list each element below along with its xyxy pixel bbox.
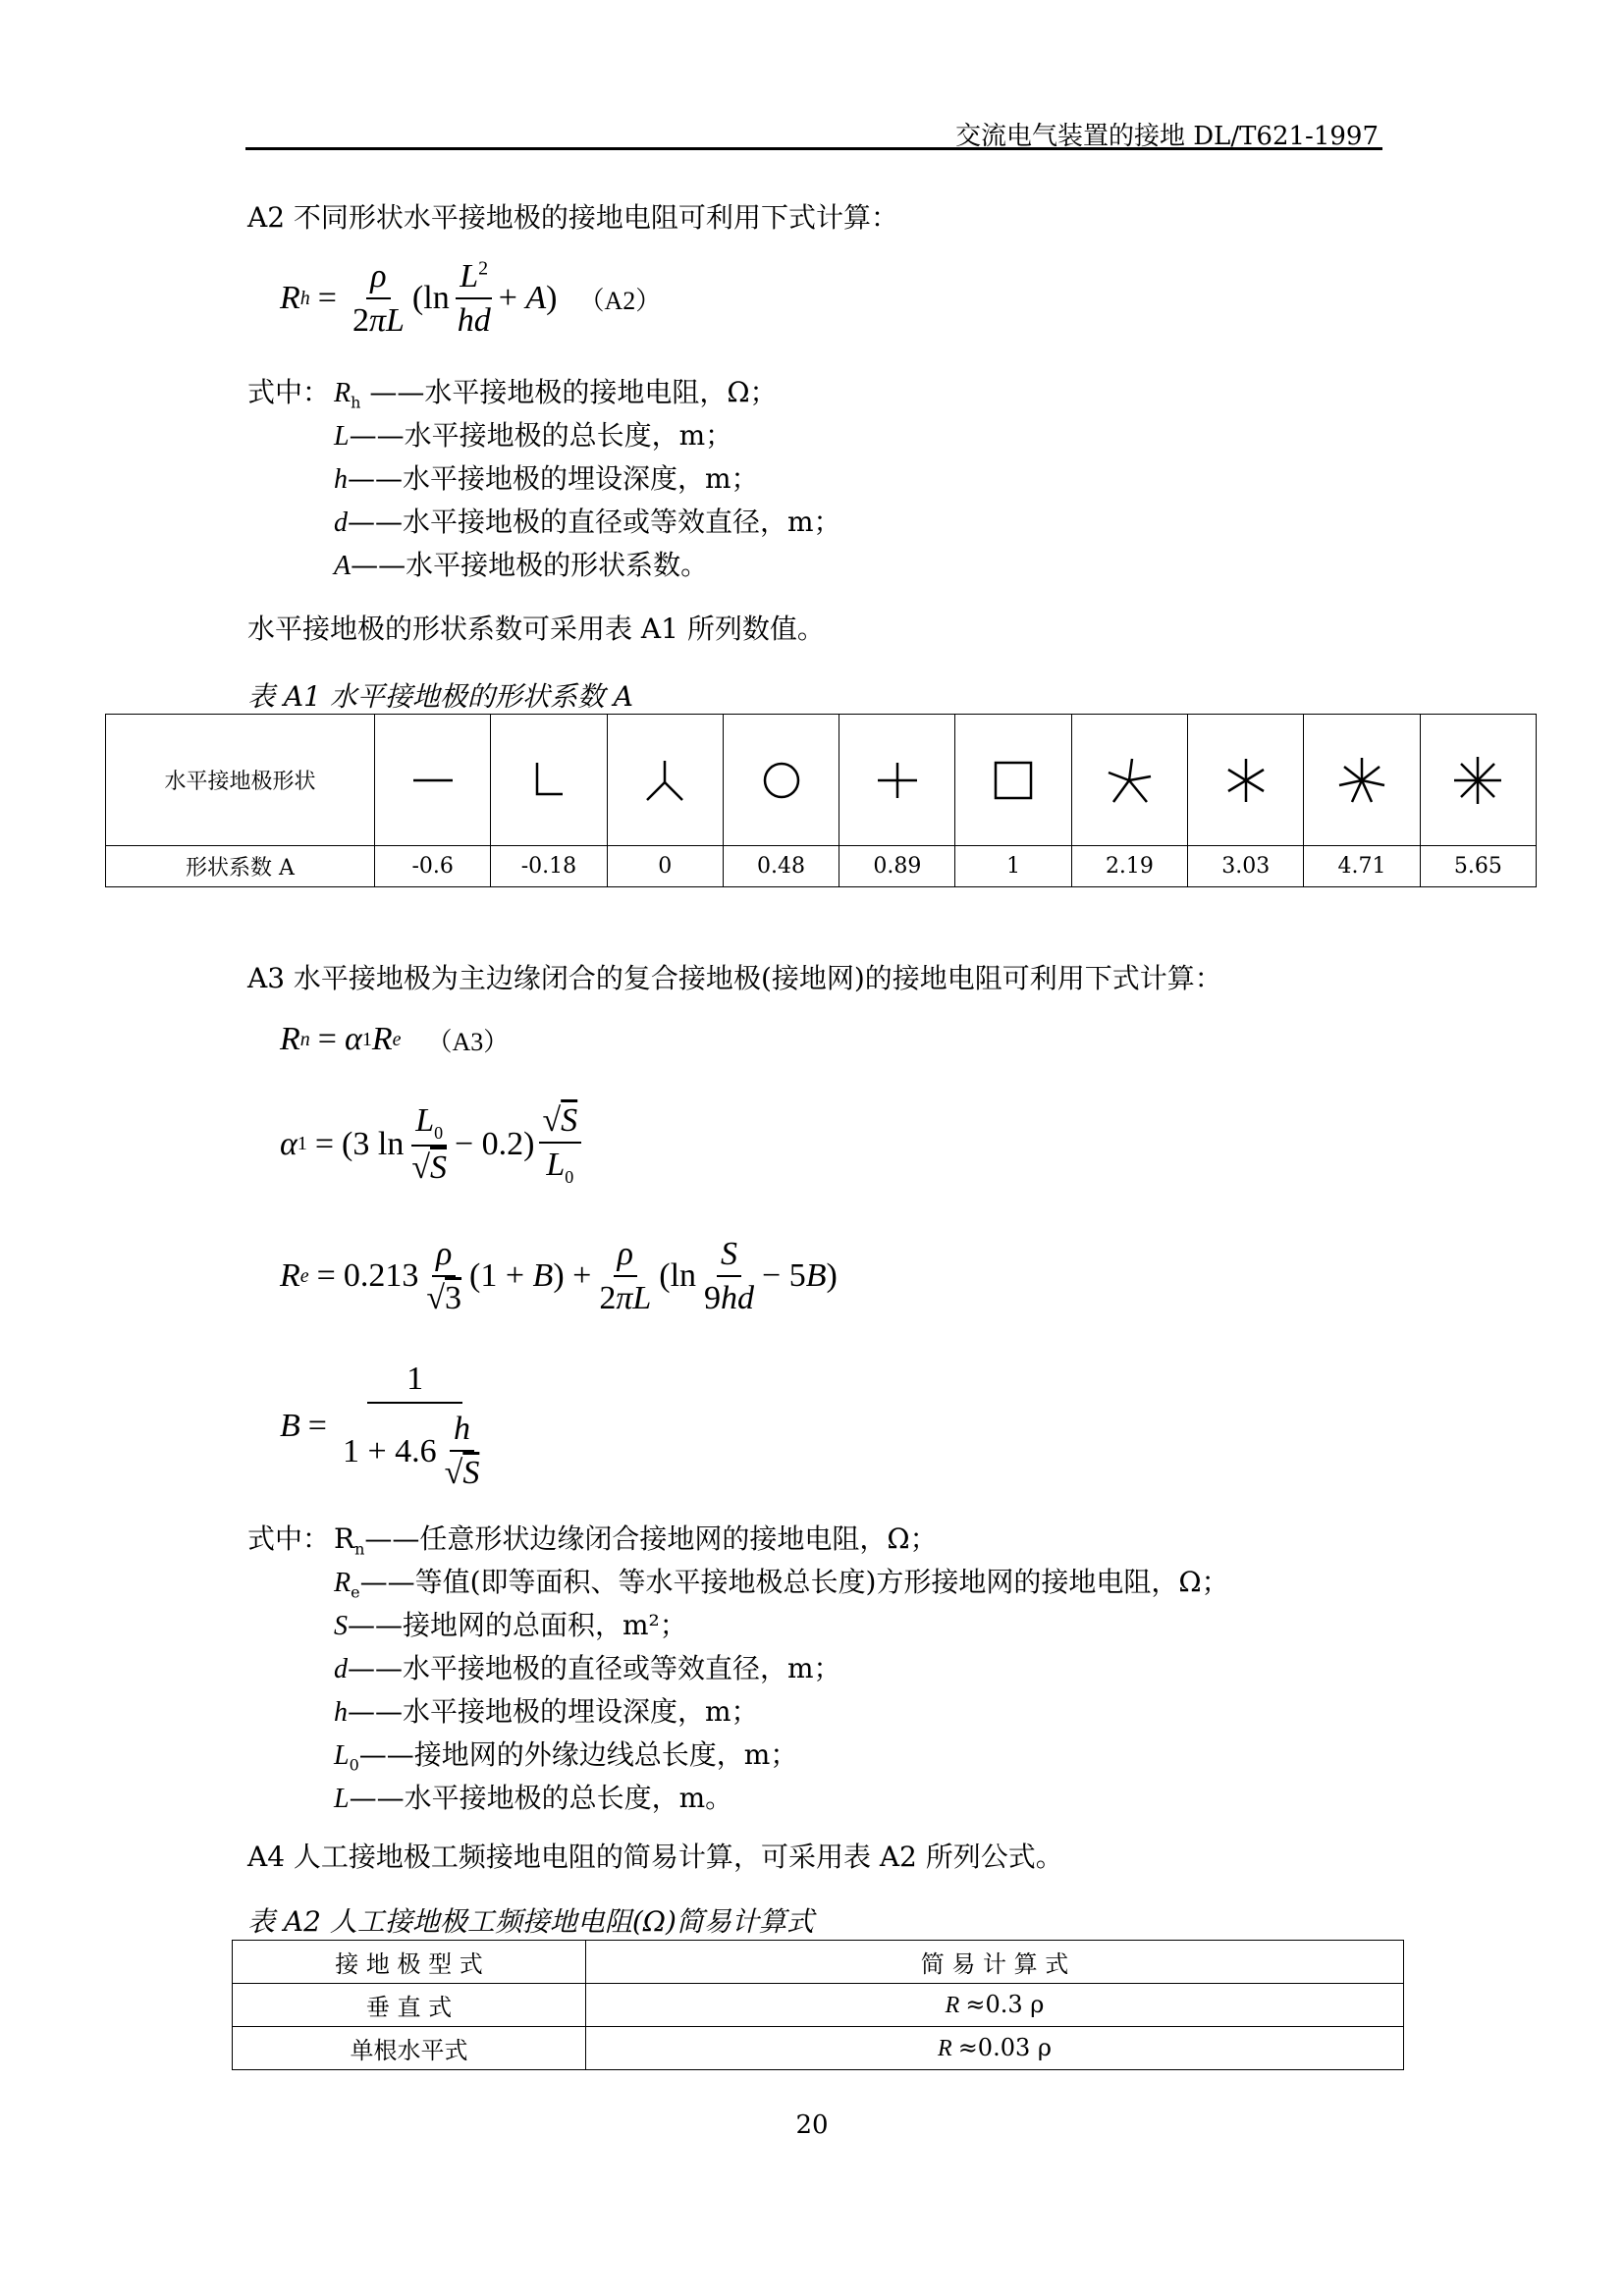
variable-item: A——水平接地极的形状系数。: [334, 549, 709, 581]
formula-a2-label: （A2）: [578, 286, 662, 315]
table-cell: -0.6: [375, 846, 491, 887]
variable-item: $R_e——$等值(即等面积、等水平接地极总长度)方形接地网的接地电阻，Ω；: [334, 1566, 1229, 1602]
table-header-row: [233, 1941, 1404, 1984]
table-a1-shape-row: [106, 715, 1537, 846]
table-cell: 5.65: [1420, 846, 1536, 887]
six-point-star-icon: [1188, 715, 1304, 846]
table-cell: 0.48: [723, 846, 839, 887]
variable-item: $R_h$ ——水平接地极的接地电阻，Ω；: [334, 376, 778, 412]
shape-coefficient-note: 水平接地极的形状系数可采用表 A1 所列数值。: [247, 613, 825, 645]
section-a2-text: A2 不同形状水平接地极的接地电阻可利用下式计算：: [247, 201, 898, 234]
table-header-cell: 接 地 极 型 式: [233, 1941, 586, 1984]
table-cell: 3.03: [1188, 846, 1304, 887]
section-a4-text: A4 人工接地极工频接地电阻的简易计算，可采用表 A2 所列公式。: [247, 1841, 1063, 1873]
variable-item: h——水平接地极的埋设深度，m；: [334, 462, 759, 495]
page-number: 20: [795, 2110, 829, 2140]
page-header: 交流电气装置的接地 DL/T621-1997: [954, 122, 1379, 151]
variable-list-a2: [334, 376, 841, 595]
table-header-cell: 简 易 计 算 式: [586, 1941, 1404, 1984]
variable-item: h——水平接地极的埋设深度，m；: [334, 1695, 759, 1728]
table-a1-row-label: 水平接地极形状: [106, 715, 375, 846]
table-a1-caption: 表 A1 水平接地极的形状系数 A: [247, 680, 633, 713]
table-row: [233, 1984, 1404, 2027]
square-shape-icon: [955, 715, 1071, 846]
table-cell: 1: [955, 846, 1071, 887]
table-a2: [232, 1940, 1404, 2070]
table-a1-row-label: 形状系数 A: [106, 846, 375, 887]
table-a1: [105, 714, 1537, 887]
where-label-a3: 式中：: [247, 1522, 331, 1555]
table-cell: -0.18: [491, 846, 607, 887]
table-cell: 0.89: [839, 846, 955, 887]
table-cell: R ≈0.03 ρ: [586, 2027, 1404, 2070]
table-cell: 0: [607, 846, 723, 887]
table-row: [233, 2027, 1404, 2070]
variable-item: d——水平接地极的直径或等效直径，m；: [334, 1652, 841, 1684]
variable-item: L——水平接地极的总长度，m；: [334, 419, 733, 452]
header-rule: [245, 147, 1382, 150]
where-label-a2: 式中：: [247, 376, 331, 408]
variable-item: d——水平接地极的直径或等效直径，m；: [334, 506, 841, 538]
variable-item: L——水平接地极的总长度，m。: [334, 1782, 733, 1814]
variable-item: $L_0——$接地网的外缘边线总长度，m；: [334, 1738, 798, 1775]
cross-shape-icon: [839, 715, 955, 846]
formula-a3-label: （A3）: [426, 1027, 510, 1056]
variable-list-a3: [334, 1522, 1229, 1828]
section-a3-text: A3 水平接地极为主边缘闭合的复合接地极(接地网)的接地电阻可利用下式计算：: [247, 962, 1222, 994]
eight-point-star-icon: [1420, 715, 1536, 846]
formula-alpha1: α 1 = (3 ln $\frac{L_0}{√S}$ − 0.2) $\frac{√S}{L_0}$: [280, 1101, 585, 1188]
table-a1-value-row: [106, 846, 1537, 887]
formula-b: B = 1 1 + 4.6 $\frac{h}{√S}$: [280, 1361, 480, 1492]
table-cell: 单根水平式: [233, 2027, 586, 2070]
table-cell: 垂 直 式: [233, 1984, 586, 2027]
formula-re: R e = 0.213 $\frac{\rho}{√3}$ (1 + B) + $\frac{\rho}{2\pi L}$ (ln $\frac{S}{9hd}$ − 5B): [280, 1236, 838, 1317]
formula-a3: R n = α 1 R e （A3）: [280, 1021, 510, 1057]
table-cell: 2.19: [1071, 846, 1187, 887]
table-cell: R ≈0.3 ρ: [586, 1984, 1404, 2027]
l-shape-icon: [491, 715, 607, 846]
line-shape-icon: [375, 715, 491, 846]
y-shape-icon: [607, 715, 723, 846]
five-point-star-icon: [1071, 715, 1187, 846]
seven-point-star-icon: [1304, 715, 1420, 846]
table-cell: 4.71: [1304, 846, 1420, 887]
formula-a2: R h = $\frac{\rho}{2\pi L}$ (ln $\frac{L^2}{hd}$ + A) （A2）: [280, 257, 662, 340]
variable-item: $R_n——$任意形状边缘闭合接地网的接地电阻，Ω；: [334, 1522, 938, 1559]
circle-shape-icon: [723, 715, 839, 846]
table-a2-caption: 表 A2 人工接地极工频接地电阻(Ω)简易计算式: [247, 1905, 814, 1938]
variable-item: S——接地网的总面积，m²；: [334, 1609, 687, 1641]
